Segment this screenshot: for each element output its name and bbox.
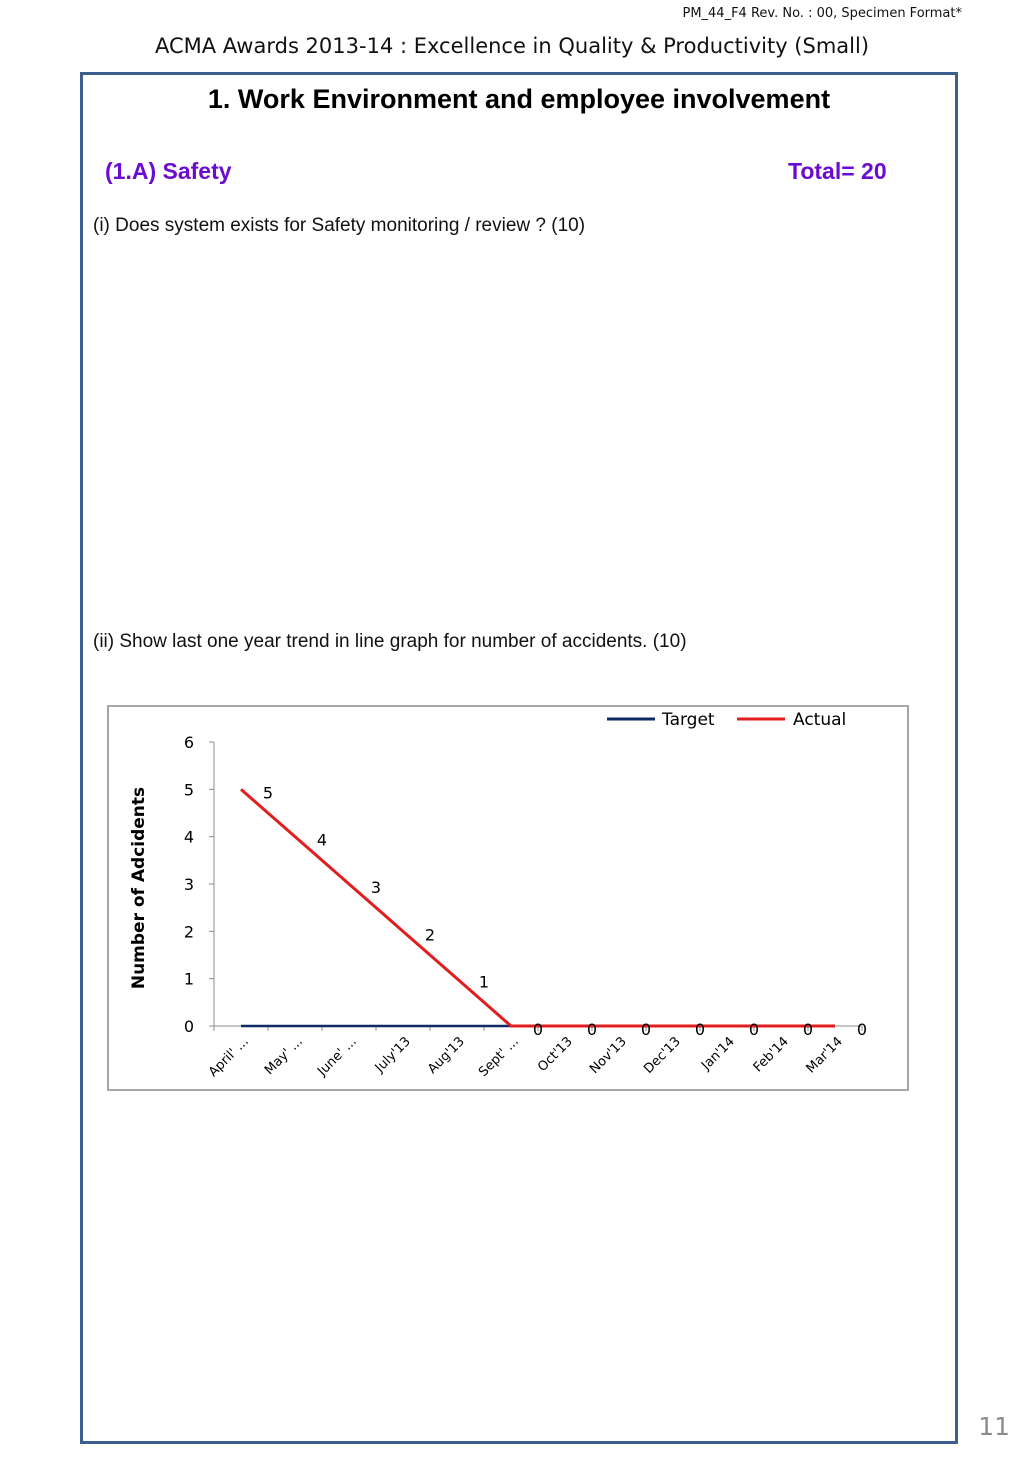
y-axis-title: Number of Adcidents (129, 786, 149, 990)
section-title: 1. Work Environment and employee involvement (207, 84, 831, 114)
y-tick-label: 3 (183, 875, 194, 894)
data-label: 4 (316, 830, 328, 850)
header-title: ACMA Awards 2013-14 : Excellence in Quality & Productivity (Small) (154, 34, 870, 58)
x-category-label: May' ... (261, 1034, 306, 1079)
data-label: 5 (262, 783, 274, 803)
x-category-label: Dec'13 (641, 1034, 684, 1077)
page-number: 11 (978, 1412, 1010, 1441)
series-line-actual (241, 789, 835, 1026)
x-category-label: Sept' ... (476, 1034, 522, 1080)
question-safety-monitoring: (i) Does system exists for Safety monitoring / review ? (10) (93, 215, 586, 236)
y-tick-label: 2 (183, 922, 194, 942)
accident-trend-chart (107, 705, 909, 1091)
data-label: 0 (532, 1020, 544, 1039)
x-category-label: Oct'13 (535, 1034, 576, 1075)
x-category-label: April' ... (205, 1034, 252, 1081)
document-code: PM_44_F4 Rev. No. : 00, Specimen Format* (682, 6, 962, 21)
y-tick-label: 5 (183, 780, 194, 800)
x-category-label: Jan'14 (698, 1034, 738, 1074)
data-label: 0 (694, 1020, 706, 1039)
data-label: 0 (640, 1020, 652, 1039)
x-category-label: June' ... (314, 1034, 360, 1080)
total-marks: Total= 20 (788, 158, 887, 184)
chart-svg (109, 707, 911, 1093)
x-category-label: July'13 (372, 1034, 414, 1076)
x-category-label: Mar'14 (803, 1034, 846, 1077)
safety-subtitle: (1.A) Safety (105, 158, 232, 184)
data-label: 2 (424, 925, 436, 945)
y-tick-label: 6 (183, 733, 194, 752)
y-tick-label: 1 (183, 969, 194, 989)
data-label: 0 (586, 1020, 598, 1039)
data-label: 1 (478, 972, 490, 992)
y-tick-label: 0 (183, 1017, 194, 1036)
x-category-label: Aug'13 (425, 1034, 468, 1078)
data-label: 0 (748, 1020, 760, 1039)
data-label: 0 (802, 1020, 814, 1039)
x-category-label: Feb'14 (750, 1034, 792, 1076)
data-label: 0 (856, 1020, 868, 1039)
legend-label-actual: Actual (793, 710, 847, 730)
x-category-label: Nov'13 (587, 1034, 630, 1078)
data-label: 3 (370, 878, 382, 897)
y-tick-label: 4 (183, 827, 194, 847)
question-accident-trend: (ii) Show last one year trend in line graph for number of accidents. (10) (93, 631, 687, 652)
legend-label-target: Target (662, 710, 715, 730)
